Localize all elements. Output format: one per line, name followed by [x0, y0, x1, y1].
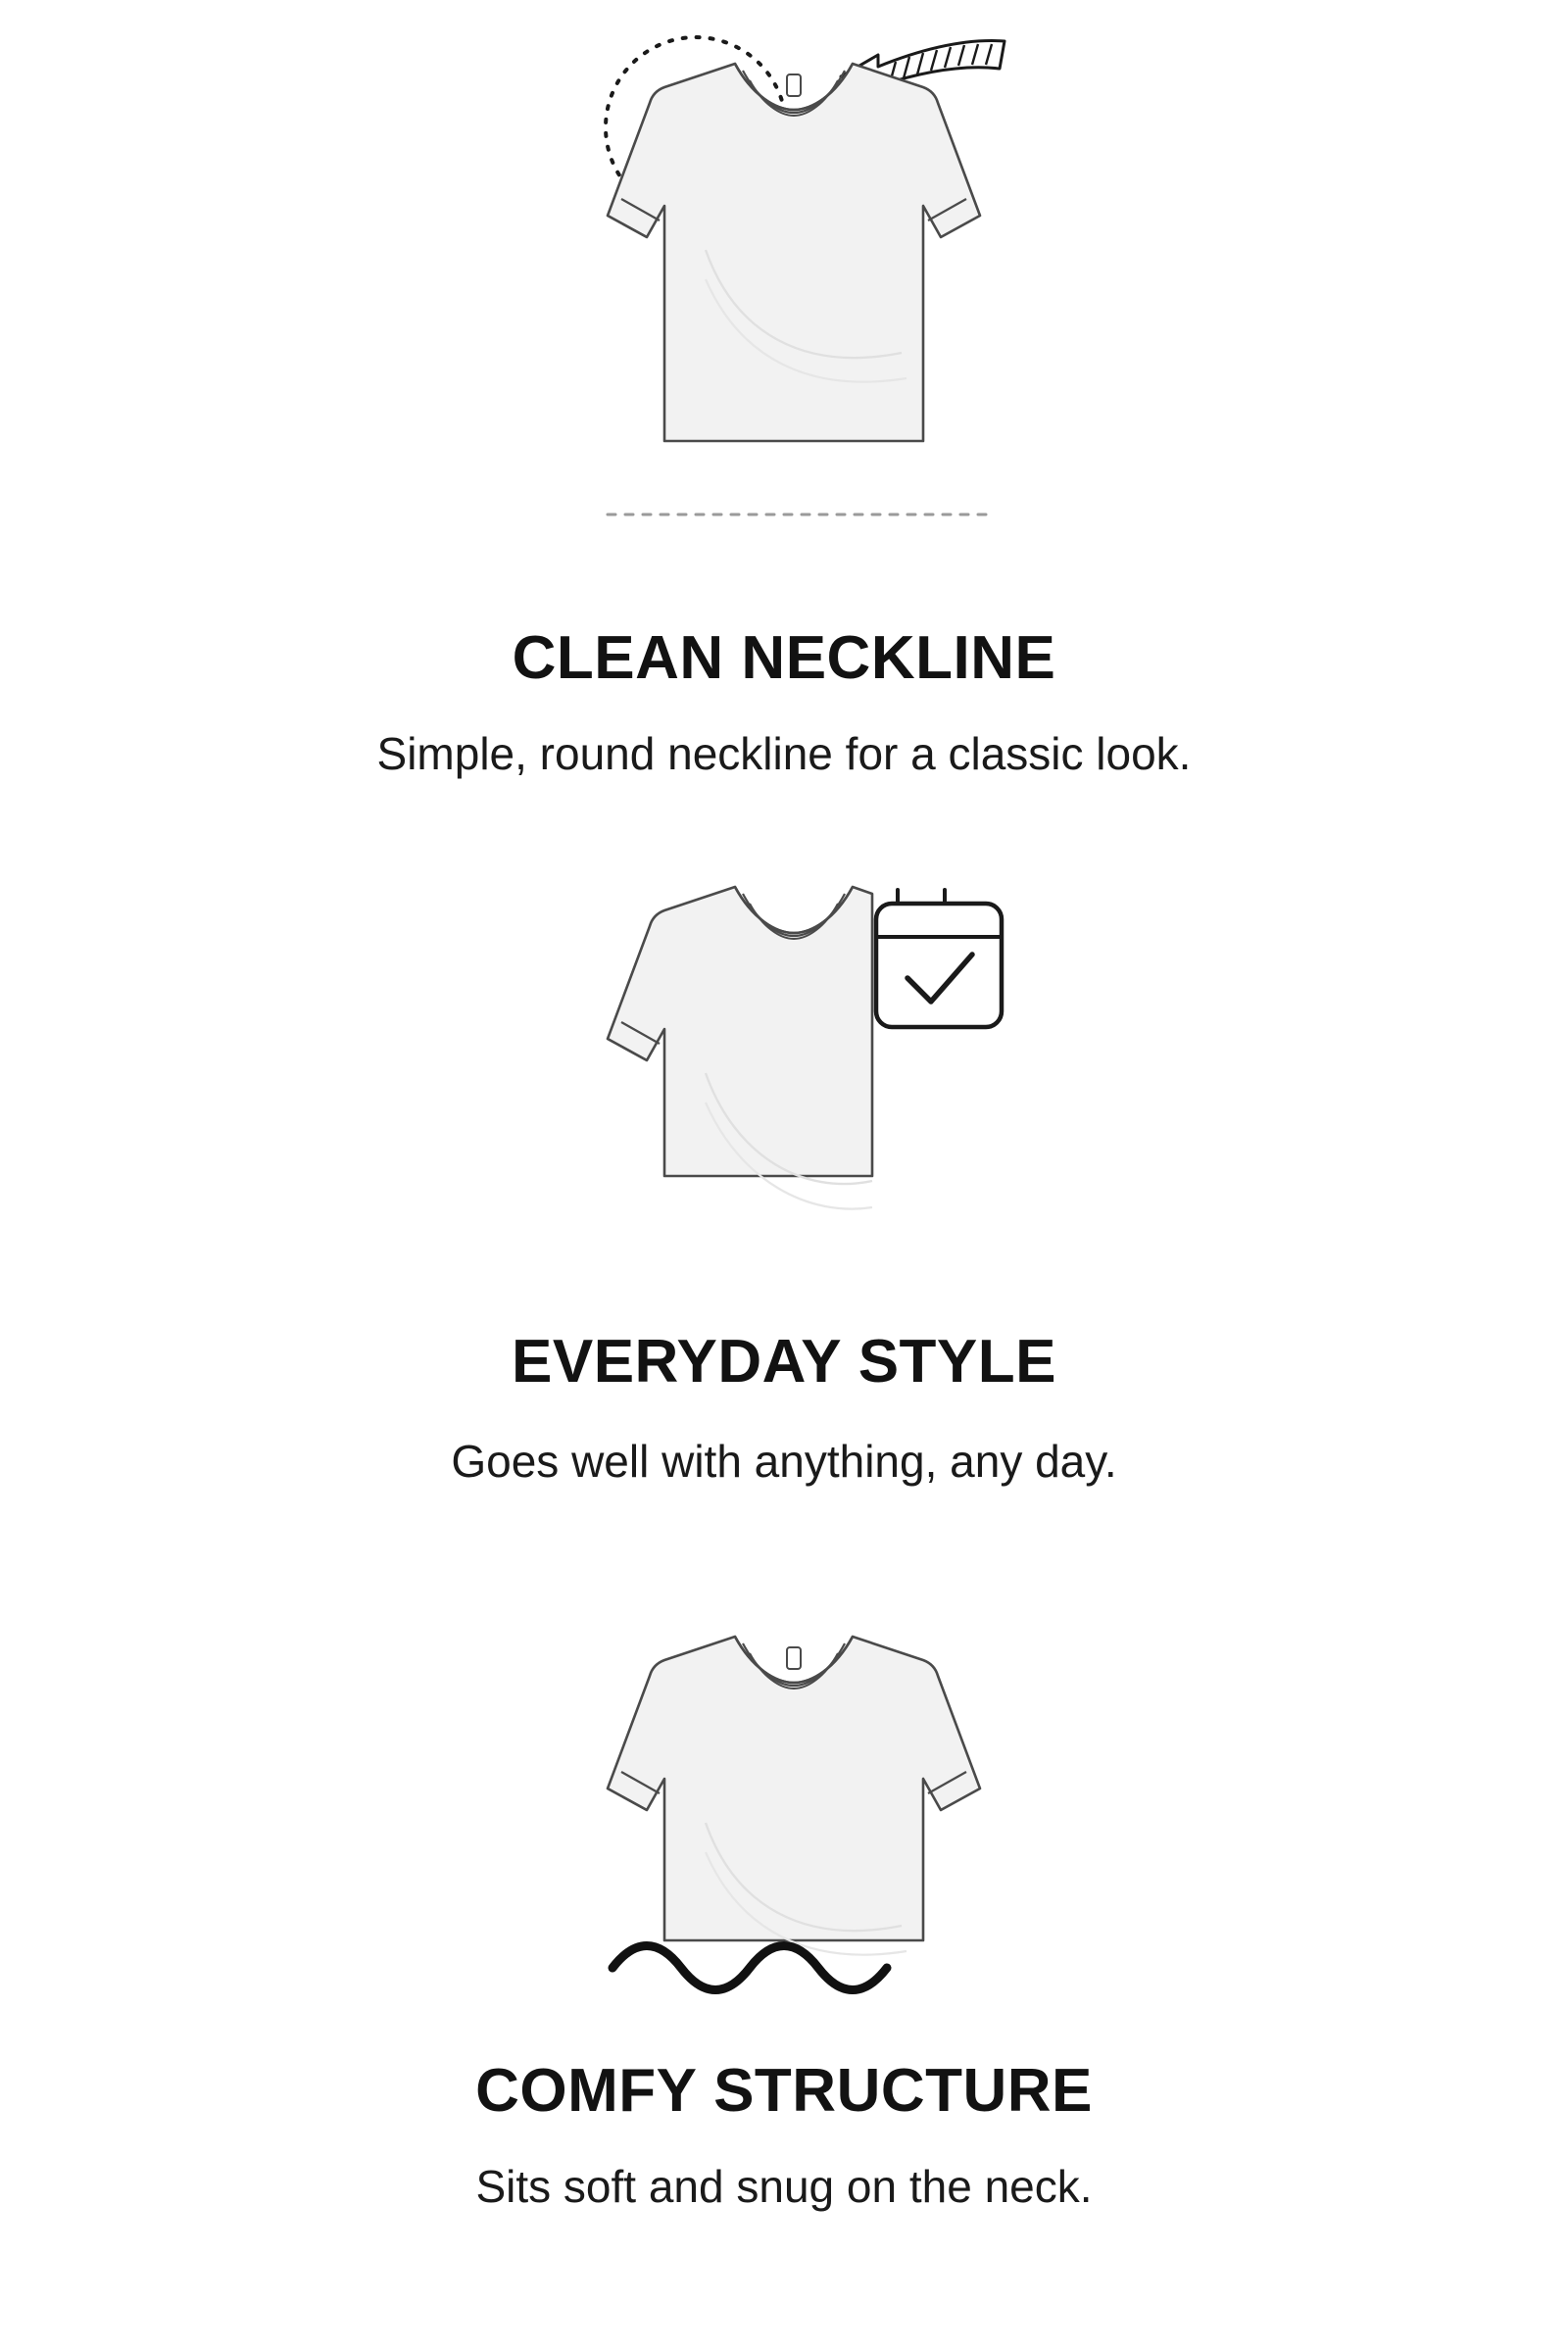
feature-section-comfy-structure [0, 1607, 1568, 2352]
tshirt-shape [608, 1637, 980, 1955]
tshirt-shape [608, 64, 980, 441]
feature-section-everyday-style [0, 862, 1568, 1607]
calendar-check-icon [876, 890, 1002, 1027]
illustration-clean-neckline [412, 20, 1156, 608]
tshirt-front-wavy-illustration [412, 1627, 1156, 2038]
feature-title: CLEAN NECKLINE [512, 624, 1056, 692]
wavy-underline [612, 1946, 887, 1990]
tshirt-half-illustration [412, 882, 1156, 1313]
feature-section-clean-neckline [0, 0, 1568, 862]
feature-subtitle: Goes well with anything, any day. [451, 1436, 1117, 1488]
feature-subtitle: Sits soft and snug on the neck. [475, 2161, 1093, 2213]
illustration-everyday-style [412, 872, 1156, 1323]
tshirt-shape [608, 887, 872, 1209]
illustration-comfy-structure [412, 1617, 1156, 2048]
feature-subtitle: Simple, round neckline for a classic look. [376, 728, 1192, 780]
tshirt-front-illustration [412, 20, 1156, 608]
feature-title: EVERYDAY STYLE [511, 1328, 1056, 1396]
feature-title: COMFY STRUCTURE [475, 2057, 1093, 2125]
